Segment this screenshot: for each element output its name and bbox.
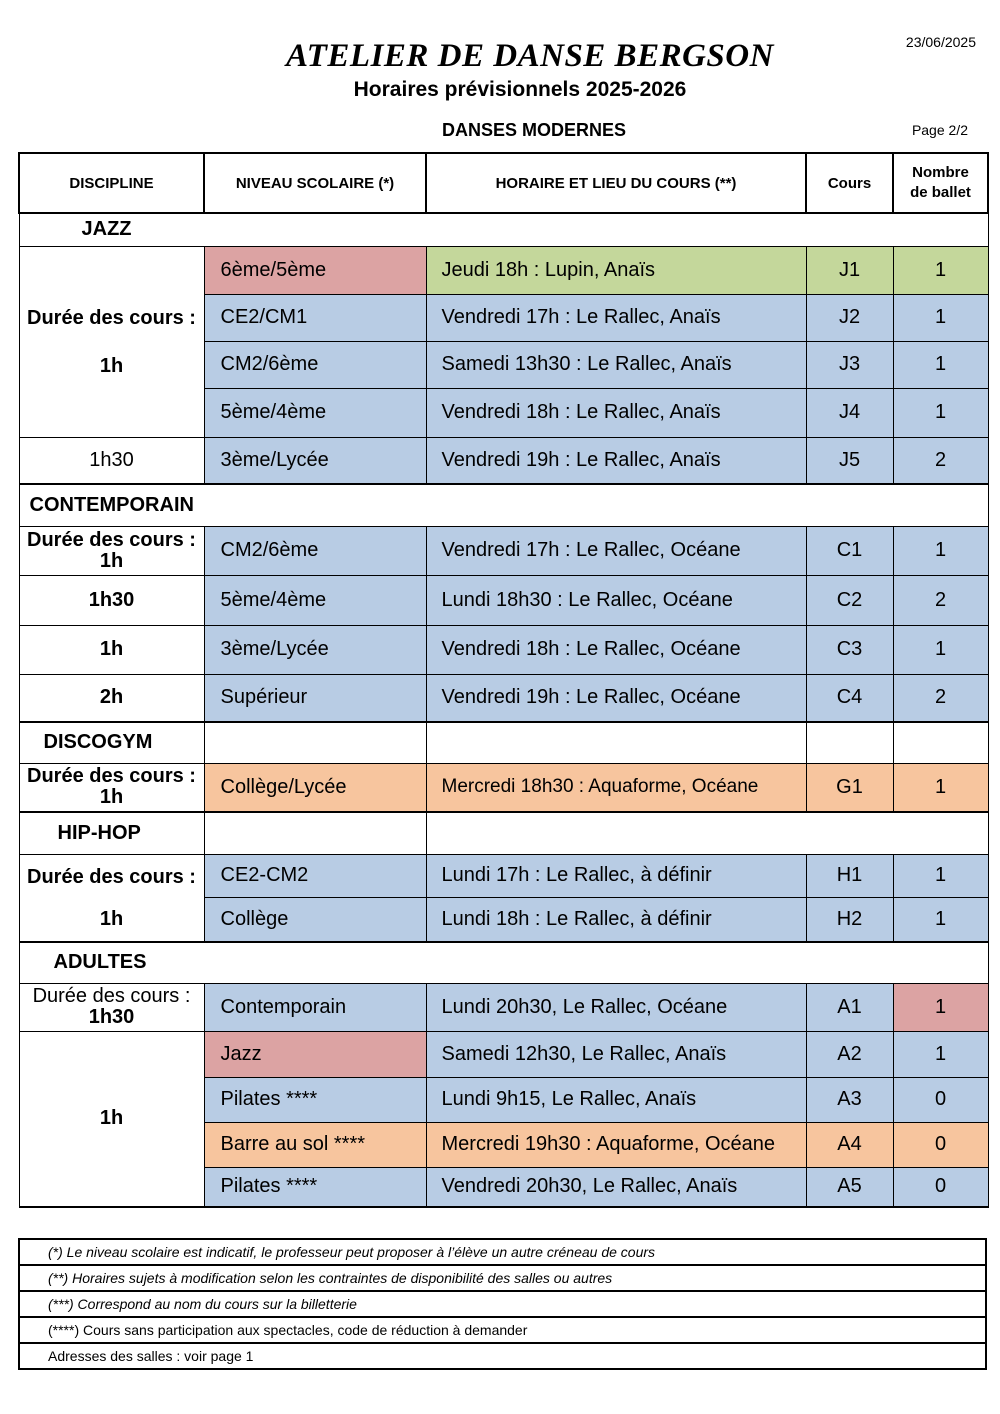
empty-cell [806, 722, 893, 763]
horaire-cell: Jeudi 18h : Lupin, Anaïs [426, 246, 806, 294]
horaire-cell: Vendredi 18h : Le Rallec, Océane [426, 625, 806, 674]
header-cours: Cours [806, 153, 893, 213]
header-discipline: DISCIPLINE [19, 153, 204, 213]
duration-label: Durée des cours : [27, 765, 196, 788]
empty-cell [204, 812, 426, 854]
niveau-cell: Supérieur [204, 674, 426, 722]
header-ballet [893, 153, 988, 213]
ballet-cell: 1 [893, 388, 988, 437]
ballet-cell: 2 [893, 674, 988, 722]
horaire-cell: Mercredi 18h30 : Aquaforme, Océane [426, 763, 806, 812]
note-5: Adresses des salles : voir page 1 [19, 1343, 986, 1369]
niveau-cell: Pilates **** [204, 1077, 426, 1122]
cours-cell: J3 [806, 341, 893, 388]
table-row [19, 674, 988, 722]
cours-cell: G1 [806, 763, 893, 812]
duration-label: Durée des cours : [27, 528, 196, 551]
page-number: Page 2/2 [911, 122, 968, 138]
duration-value: 1h [19, 1031, 204, 1207]
niveau-cell: Collège [204, 897, 426, 942]
table-row [19, 854, 988, 897]
ballet-cell: 1 [893, 763, 988, 812]
niveau-cell: 5ème/4ème [204, 388, 426, 437]
niveau-cell: 3ème/Lycée [204, 625, 426, 674]
ballet-cell: 0 [893, 1122, 988, 1167]
document-subtitle: Horaires prévisionnels 2025-2026 [353, 78, 687, 101]
cours-cell: J1 [806, 246, 893, 294]
duration-value: 1h [99, 907, 124, 930]
group-row-discogym [19, 722, 988, 763]
notes-table [18, 1238, 987, 1370]
group-title-adultes: ADULTES [19, 942, 988, 983]
ballet-cell: 1 [893, 526, 988, 575]
horaire-cell: Lundi 18h30 : Le Rallec, Océane [426, 575, 806, 625]
niveau-cell: 3ème/Lycée [204, 437, 426, 484]
duration-label: Durée des cours : [27, 306, 196, 329]
ballet-cell: 0 [893, 1077, 988, 1122]
cours-cell: H1 [806, 854, 893, 897]
header-ballet-line2: de ballet [910, 184, 971, 201]
cours-cell: A4 [806, 1122, 893, 1167]
schedule-table [18, 152, 989, 1208]
group-row-adultes [19, 942, 988, 983]
group-title-discogym: DISCOGYM [19, 722, 204, 763]
group-title-contemporain: CONTEMPORAIN [19, 484, 988, 526]
table-bottom-border [19, 1207, 988, 1208]
duration-value: 1h30 [19, 575, 204, 625]
empty-cell [204, 722, 426, 763]
duration-value: 1h [99, 786, 124, 809]
ballet-cell: 0 [893, 1167, 988, 1207]
niveau-cell: Collège/Lycée [204, 763, 426, 812]
document-title: ATELIER DE DANSE BERGSON [286, 38, 774, 74]
ballet-cell: 2 [893, 575, 988, 625]
group-title-hiphop: HIP-HOP [19, 812, 204, 854]
ballet-cell: 1 [893, 246, 988, 294]
horaire-cell: Lundi 20h30, Le Rallec, Océane [426, 983, 806, 1031]
ballet-cell: 1 [893, 983, 988, 1031]
section-title: DANSES MODERNES [441, 120, 627, 140]
header-horaire: HORAIRE ET LIEU DU COURS (**) [426, 153, 806, 213]
duration-cell [19, 526, 204, 575]
duration-value: 1h [19, 625, 204, 674]
horaire-cell: Vendredi 20h30, Le Rallec, Anaïs [426, 1167, 806, 1207]
duration-label: Durée des cours : [27, 865, 196, 888]
table-row [19, 575, 988, 625]
horaire-cell: Lundi 17h : Le Rallec, à définir [426, 854, 806, 897]
horaire-cell: Vendredi 18h : Le Rallec, Anaïs [426, 388, 806, 437]
document-date: 23/06/2025 [905, 34, 976, 50]
duration-value: 2h [19, 674, 204, 722]
niveau-cell: 5ème/4ème [204, 575, 426, 625]
duration-value: 1h [99, 549, 124, 572]
duration-cell [19, 246, 204, 437]
horaire-cell: Vendredi 19h : Le Rallec, Océane [426, 674, 806, 722]
group-row-hiphop [19, 812, 988, 854]
niveau-cell: Jazz [204, 1031, 426, 1077]
ballet-cell: 1 [893, 625, 988, 674]
duration-label: Durée des cours : [32, 985, 191, 1007]
ballet-cell: 1 [893, 294, 988, 341]
table-row [19, 1031, 988, 1077]
cours-cell: C3 [806, 625, 893, 674]
horaire-cell: Vendredi 17h : Le Rallec, Océane [426, 526, 806, 575]
niveau-cell: CM2/6ème [204, 341, 426, 388]
note-2: (**) Horaires sujets à modification selon les contraintes de disponibilité des salles ou autres [19, 1265, 986, 1291]
duration-value: 1h30 [88, 1006, 135, 1028]
niveau-cell: CE2-CM2 [204, 854, 426, 897]
horaire-cell: Lundi 18h : Le Rallec, à définir [426, 897, 806, 942]
niveau-cell: 6ème/5ème [204, 246, 426, 294]
note-3: (***) Correspond au nom du cours sur la billetterie [19, 1291, 986, 1317]
header-ballet-line1: Nombre [912, 164, 969, 181]
cours-cell: A3 [806, 1077, 893, 1122]
ballet-cell: 1 [893, 854, 988, 897]
cours-cell: C1 [806, 526, 893, 575]
duration-cell [19, 983, 204, 1031]
niveau-cell: CE2/CM1 [204, 294, 426, 341]
duration-cell [19, 763, 204, 812]
table-row [19, 983, 988, 1031]
cours-cell: A5 [806, 1167, 893, 1207]
empty-cell [893, 722, 988, 763]
note-1: (*) Le niveau scolaire est indicatif, le professeur peut proposer à l’élève un autre créneau de cours [19, 1239, 986, 1265]
cours-cell: H2 [806, 897, 893, 942]
cours-cell: A2 [806, 1031, 893, 1077]
ballet-cell: 2 [893, 437, 988, 484]
horaire-cell: Samedi 13h30 : Le Rallec, Anaïs [426, 341, 806, 388]
table-row [19, 625, 988, 674]
table-header-row [19, 153, 988, 213]
niveau-cell: Contemporain [204, 983, 426, 1031]
ballet-cell: 1 [893, 897, 988, 942]
note-4: (****) Cours sans participation aux spectacles, code de réduction à demander [19, 1317, 986, 1343]
horaire-cell: Vendredi 19h : Le Rallec, Anaïs [426, 437, 806, 484]
cours-cell: C4 [806, 674, 893, 722]
cours-cell: C2 [806, 575, 893, 625]
ballet-cell: 1 [893, 1031, 988, 1077]
cours-cell: J5 [806, 437, 893, 484]
horaire-cell: Samedi 12h30, Le Rallec, Anaïs [426, 1031, 806, 1077]
bottom-line [19, 1207, 988, 1208]
empty-cell [426, 722, 806, 763]
duration-value: 1h30 [19, 437, 204, 484]
horaire-cell: Mercredi 19h30 : Aquaforme, Océane [426, 1122, 806, 1167]
table-row [19, 437, 988, 484]
niveau-cell: Pilates **** [204, 1167, 426, 1207]
duration-cell [19, 854, 204, 942]
niveau-cell: CM2/6ème [204, 526, 426, 575]
header-niveau: NIVEAU SCOLAIRE (*) [204, 153, 426, 213]
cours-cell: J2 [806, 294, 893, 341]
group-title-jazz: JAZZ [19, 213, 988, 246]
ballet-cell: 1 [893, 341, 988, 388]
cours-cell: A1 [806, 983, 893, 1031]
group-row-jazz [19, 213, 988, 246]
group-row-contemporain [19, 484, 988, 526]
horaire-cell: Vendredi 17h : Le Rallec, Anaïs [426, 294, 806, 341]
niveau-cell: Barre au sol **** [204, 1122, 426, 1167]
cours-cell: J4 [806, 388, 893, 437]
table-row [19, 526, 988, 575]
table-row [19, 763, 988, 812]
horaire-cell: Lundi 9h15, Le Rallec, Anaïs [426, 1077, 806, 1122]
duration-value: 1h [99, 354, 124, 377]
empty-cell [426, 812, 988, 854]
table-row [19, 246, 988, 294]
